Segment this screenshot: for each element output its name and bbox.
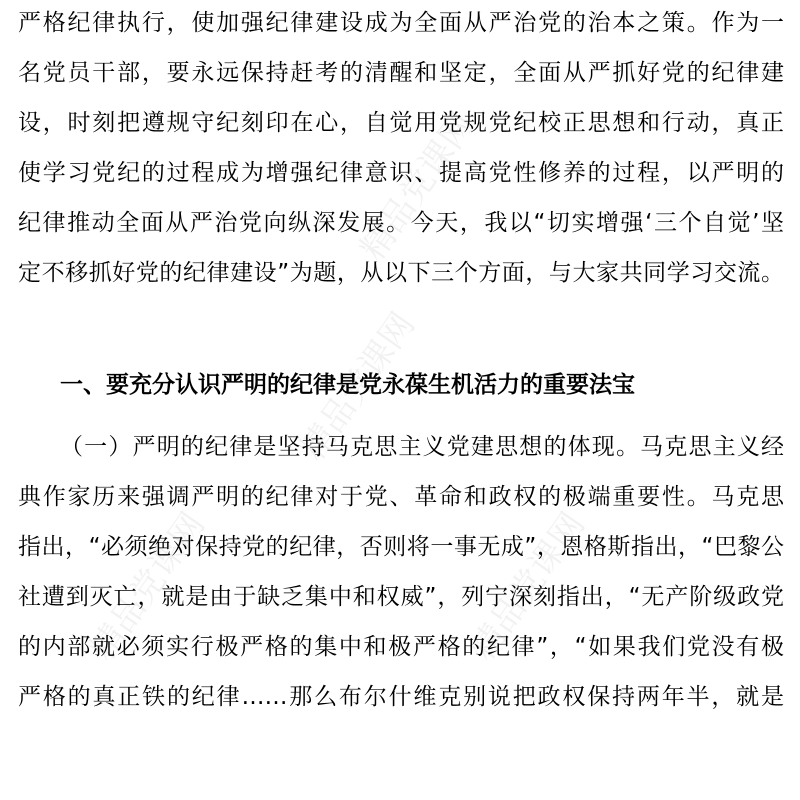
paragraph-line: 严格的真正铁的纪律……那么布尔什维克别说把政权保持两年半，就是 (18, 684, 784, 710)
paragraph-line: 的内部就必须实行极严格的集中和极严格的纪律”，“如果我们党没有极 (18, 634, 784, 660)
paragraph-line: 严格纪律执行，使加强纪律建设成为全面从严治党的治本之策。作为一 (18, 10, 784, 36)
watermark: 精品党课网 (82, 505, 214, 668)
paragraph-line: 使学习党纪的过程成为增强纪律意识、提高党性修养的过程，以严明的 (18, 160, 784, 186)
paragraph-line: （一）严明的纪律是坚持马克思主义党建思想的体现。马克思主义经 (60, 434, 784, 460)
paragraph-line: 纪律推动全面从严治党向纵深发展。今天，我以“切实增强‘三个自觉’坚 (18, 210, 784, 236)
watermark: 精品党课网 (292, 305, 424, 468)
paragraph-line: 典作家历来强调严明的纪律对于党、革命和政权的极端重要性。马克思 (18, 484, 784, 510)
paragraph-line: 社遭到灭亡，就是由于缺乏集中和权威”，列宁深刻指出，“无产阶级政党 (18, 584, 784, 610)
paragraph-line: 设，时刻把遵规守纪刻印在心，自觉用党规党纪校正思想和行动，真正 (18, 110, 784, 136)
paragraph-line: 指出，“必须绝对保持党的纪律，否则将一事无成”，恩格斯指出，“巴黎公 (18, 534, 784, 560)
paragraph-line: 名党员干部，要永远保持赶考的清醒和坚定，全面从严抓好党的纪律建 (18, 60, 784, 86)
section-heading: 一、要充分认识严明的纪律是党永葆生机活力的重要法宝 (60, 372, 635, 398)
watermark: 精品党课网 (352, 105, 484, 268)
watermark: 精品党课网 (462, 505, 594, 668)
paragraph-line: 定不移抓好党的纪律建设”为题，从以下三个方面，与大家共同学习交流。 (18, 260, 784, 286)
